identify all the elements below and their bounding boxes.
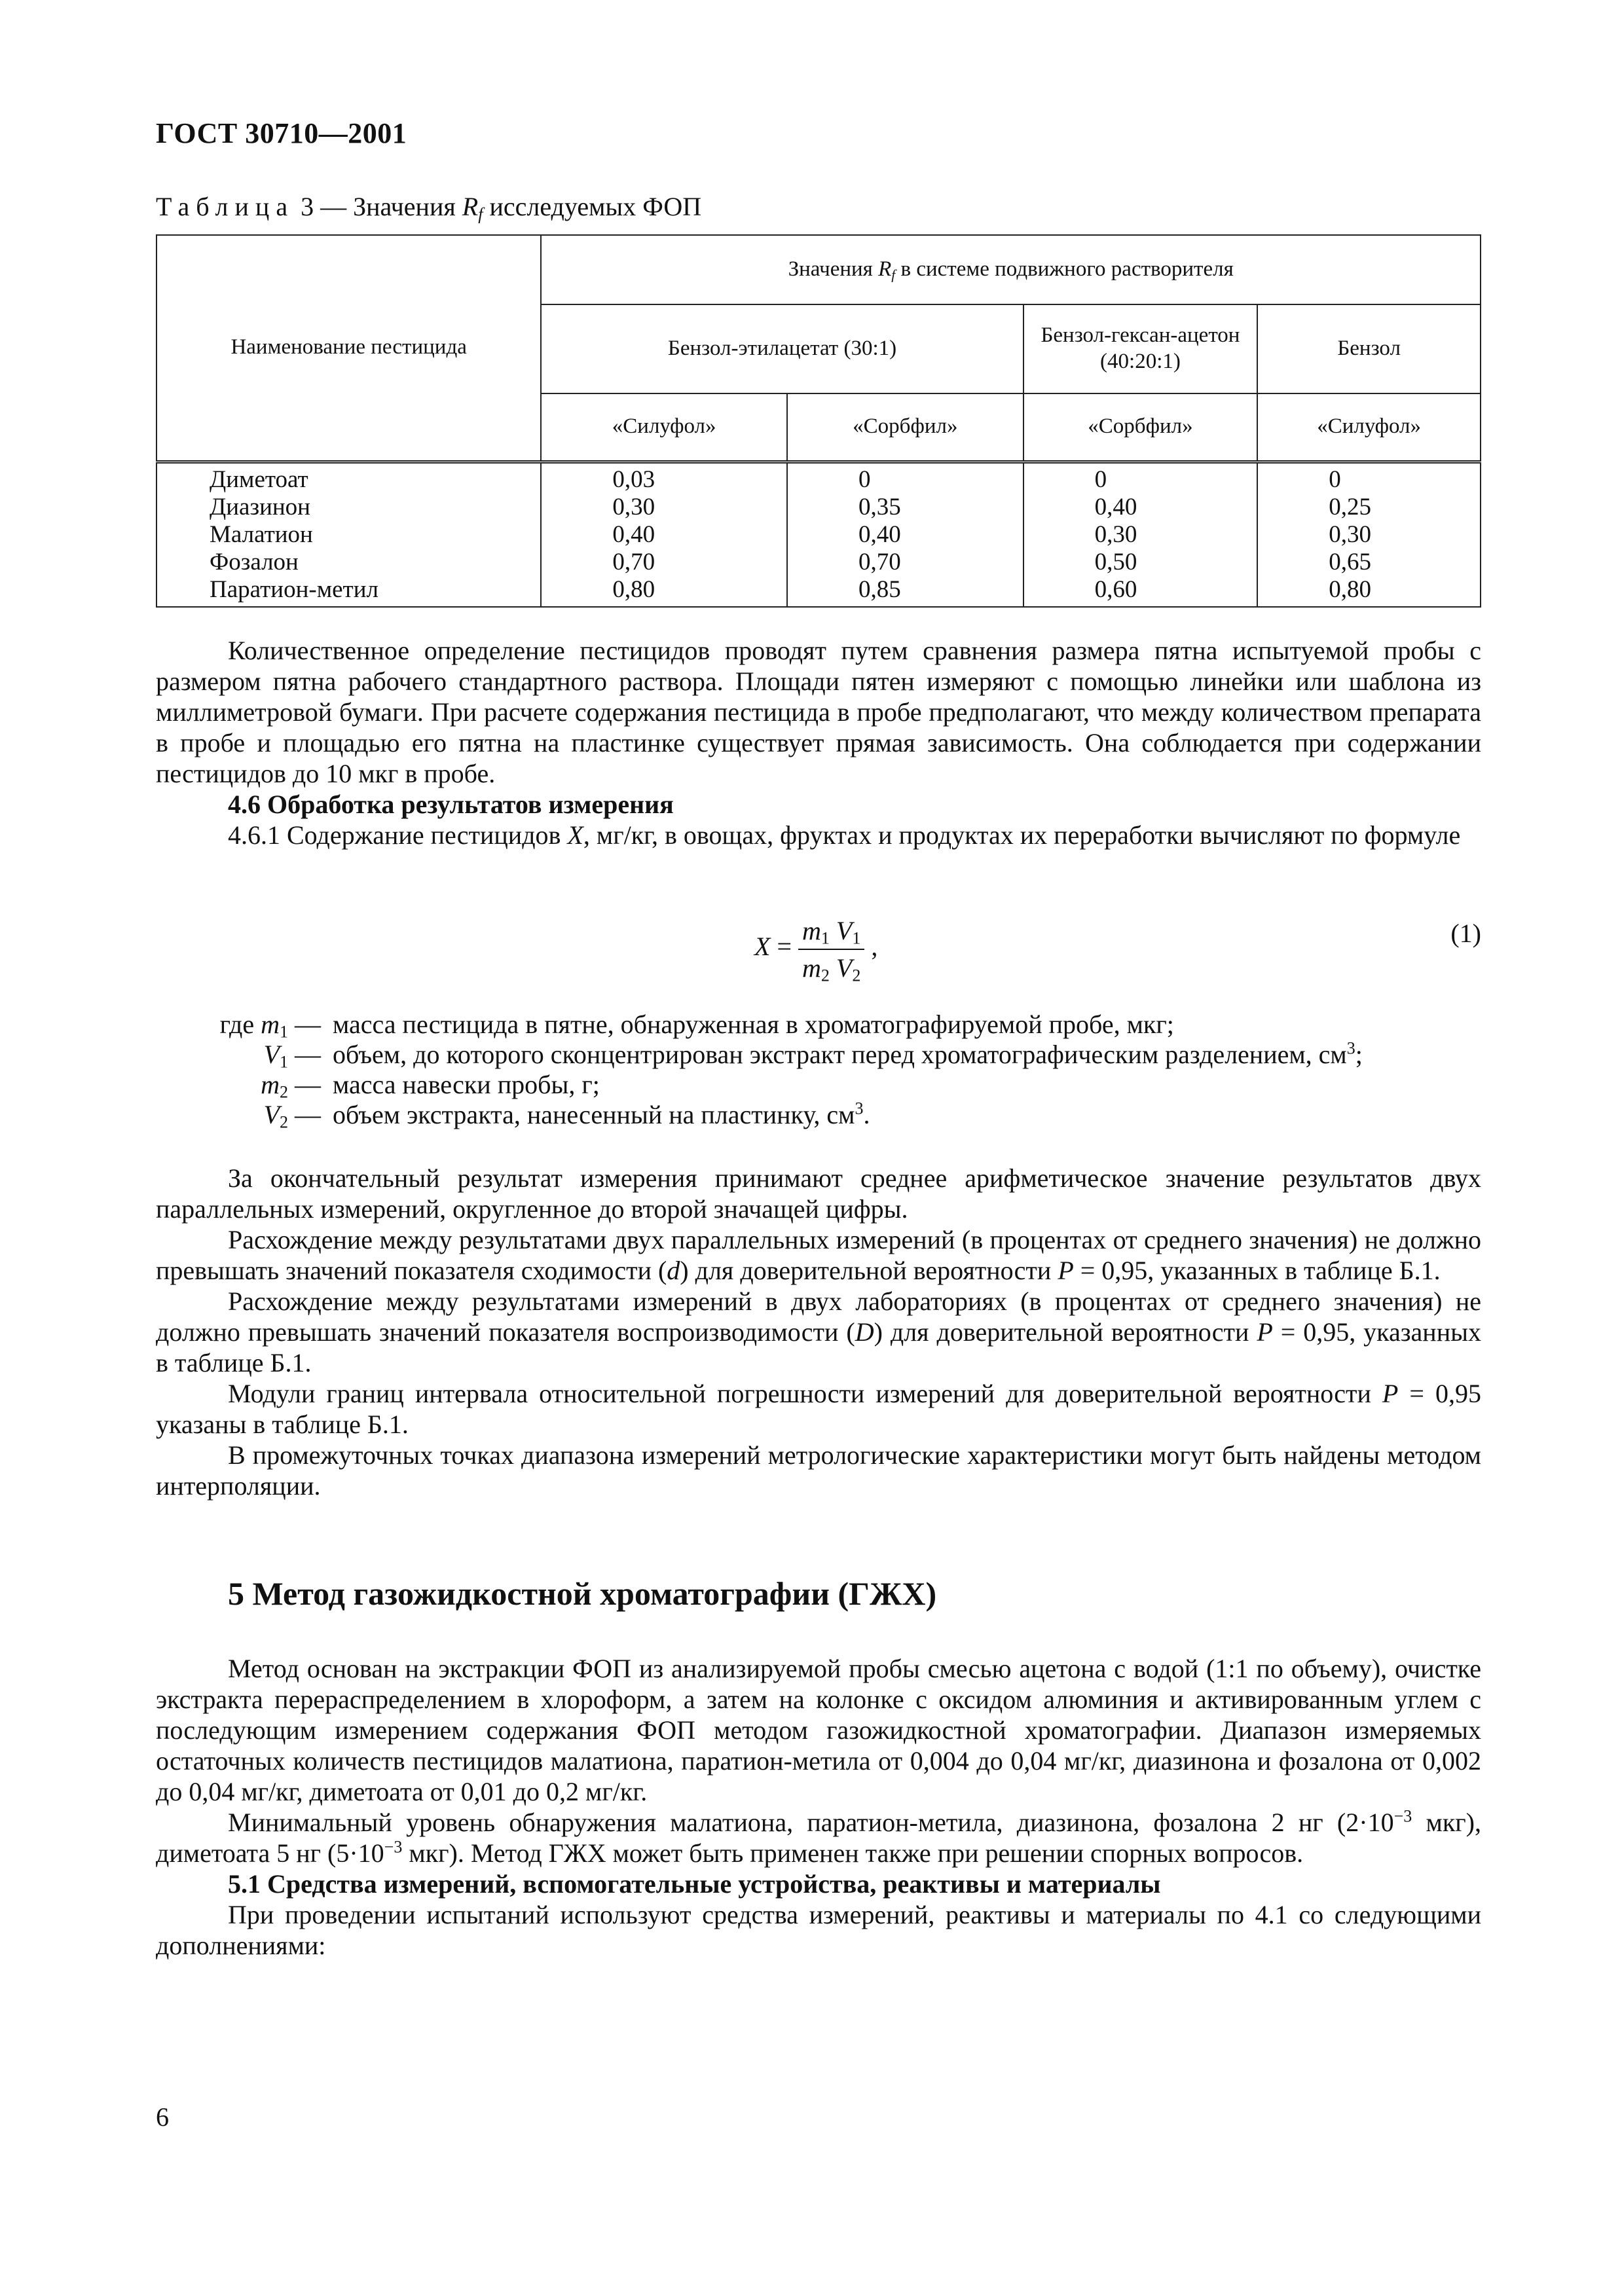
header-rf-letter: R <box>878 257 892 282</box>
formula-denominator <box>798 950 864 983</box>
paragraph-error-bounds <box>156 1378 1481 1440</box>
dash: — <box>288 1010 321 1039</box>
symbol-m: m <box>802 953 821 983</box>
solvent-line-1: Бензол-гексан-ацетон <box>1041 323 1240 348</box>
rf-value: 0 <box>1094 465 1107 493</box>
header-plate-silufol-2: «Силуфол» <box>1257 393 1481 462</box>
header-rf-sub: f <box>891 266 896 283</box>
legend-symbol <box>156 1100 333 1130</box>
rf-value: 0,25 <box>1329 493 1372 520</box>
sub: 1 <box>280 1052 288 1072</box>
table-caption-rest: исследуемых ФОП <box>483 192 702 221</box>
rf-value: 0,65 <box>1329 548 1372 575</box>
rf-subscript: f <box>478 204 483 224</box>
text-span: ) для доверительной вероятности <box>874 1317 1257 1347</box>
pesticide-names <box>157 462 541 607</box>
values-col-1 <box>541 462 787 607</box>
rf-value: 0,80 <box>612 575 655 603</box>
header-pesticide-name: Наименование пестицида <box>157 235 541 462</box>
rf-value: 0,85 <box>858 575 901 603</box>
legend-symbol <box>156 1010 333 1040</box>
text-span: = 0,95 указаны в таблице Б.1. <box>156 1379 1482 1439</box>
rf-value: 0,80 <box>1329 575 1372 603</box>
dash: — <box>288 1070 321 1099</box>
values-col-3 <box>1023 462 1258 607</box>
text-span: мкг), диметоата 5 нг (5·10 <box>156 1808 1481 1868</box>
sup: −3 <box>384 1837 403 1857</box>
rf-value: 0 <box>1329 465 1341 493</box>
header-rf-post: в системе подвижного растворителя <box>895 257 1234 282</box>
text-span: , мг/кг, в овощах, фруктах и продуктах их переработки вычисляют по формуле <box>583 820 1461 850</box>
rf-value: 0,35 <box>858 493 901 520</box>
variable-p: P <box>1382 1379 1399 1408</box>
section-heading-4-6: 4.6 Обработка результатов измерения <box>228 790 674 819</box>
variable-d: D <box>855 1317 874 1347</box>
text-span: объем экстракта, нанесенный на пластинку, см <box>333 1100 855 1129</box>
where-word: где <box>219 1010 261 1039</box>
text-span: = 0,95, указанных в таблице Б.1. <box>156 1317 1481 1377</box>
sub: 2 <box>820 966 830 985</box>
rf-value: 0,30 <box>612 493 655 520</box>
variable-p: P <box>1257 1317 1273 1347</box>
formula-number: (1) <box>1450 919 1481 948</box>
rf-value: 0,70 <box>858 548 901 575</box>
legend-desc <box>333 1040 1481 1070</box>
rf-value: 0,40 <box>1094 493 1137 520</box>
paragraph-quantification: Количественное определение пестицидов проводят путем сравнения размера пятна испытуемой пробы с размером пятна рабочего стандартного раствора. Площади пятен измеряют с помощью линейки или шаблона из миллиметровой бумаги. При расчете содержания пестицида в пробе предполагают, что между количеством препарата в пробе и площадью его пятна на пластинке существует прямая зависимость. Она соблюдается при содержании пестицидов до 10 мкг в пробе. <box>156 636 1481 788</box>
text-span: . <box>863 1100 870 1129</box>
legend-desc: масса навески пробы, г; <box>333 1070 600 1099</box>
quantification-block <box>156 635 1481 850</box>
rf-value: 0,40 <box>612 520 655 548</box>
pesticide-name: Диметоат <box>210 465 308 493</box>
text-span: мкг). Метод ГЖХ может быть применен также при решении спорных вопросов. <box>402 1838 1304 1868</box>
variable-d: d <box>667 1256 680 1285</box>
rf-letter: R <box>462 192 479 221</box>
symbol-v: V <box>263 1040 280 1069</box>
formula-comma: , <box>864 932 878 962</box>
text-span: = 0,95, указанных в таблице Б.1. <box>1073 1256 1441 1285</box>
formula-legend <box>156 1010 1481 1130</box>
sub: 1 <box>852 928 861 948</box>
text-span: Модули границ интервала относительной погрешности измерений для доверительной вероятности <box>228 1379 1382 1408</box>
formula-equals: = <box>770 932 798 962</box>
paragraph-final-result: За окончательный результат измерения принимают среднее арифметическое значение результатов двух параллельных измерений, округленное до второй значащей цифры. <box>156 1163 1481 1224</box>
results-block <box>156 1163 1481 1501</box>
text-span: Минимальный уровень обнаружения малатиона, паратион-метила, диазинона, фозалона 2 нг (2·10 <box>228 1808 1394 1837</box>
rf-value: 0 <box>858 465 871 493</box>
rf-value: 0,03 <box>612 465 655 493</box>
legend-symbol <box>156 1040 333 1070</box>
dash: — <box>288 1040 321 1069</box>
rf-value: 0,40 <box>858 520 901 548</box>
pesticide-name: Малатион <box>210 520 313 548</box>
page-number: 6 <box>156 2102 169 2132</box>
formula-lhs: X <box>754 932 771 962</box>
text-span: Расхождение между результатами двух параллельных измерений (в процентах от среднего значения) не должно превышать значений показателя сходимости ( <box>156 1225 1481 1285</box>
text-span: объем, до которого сконцентрирован экстракт перед хроматографическим разделением, см <box>333 1040 1347 1069</box>
formula-numerator <box>798 915 864 950</box>
symbol-m: m <box>261 1070 280 1099</box>
rf-value: 0,60 <box>1094 575 1137 603</box>
values-col-4 <box>1257 462 1481 607</box>
header-rf-pre: Значения <box>788 257 879 282</box>
formula-fraction <box>798 915 864 983</box>
document-header: ГОСТ 30710—2001 <box>156 117 407 149</box>
symbol-m: m <box>261 1010 280 1039</box>
table-caption-dash: — Значения <box>320 192 462 221</box>
table-caption-number: 3 <box>301 192 314 221</box>
header-rf-group <box>541 235 1481 304</box>
symbol-v: V <box>263 1100 280 1129</box>
paragraph-detection-level <box>156 1807 1481 1868</box>
header-plate-sorbfil-1: «Сорбфил» <box>787 393 1023 462</box>
pesticide-name: Диазинон <box>210 493 310 520</box>
sup: −3 <box>1393 1806 1412 1826</box>
symbol-v: V <box>836 916 853 945</box>
sub: 2 <box>852 966 861 985</box>
sup: 3 <box>1346 1038 1355 1058</box>
variable-x: X <box>567 820 583 850</box>
sup: 3 <box>855 1099 864 1118</box>
pesticide-name: Паратион-метил <box>210 575 378 603</box>
paragraph-instruments: При проведении испытаний используют средства измерений, реактивы и материалы по 4.1 со следующими дополнениями: <box>156 1900 1481 1960</box>
table-caption-prefix: Таблица <box>156 192 295 221</box>
table-caption <box>156 191 701 222</box>
header-plate-silufol-1: «Силуфол» <box>541 393 787 462</box>
sub: 1 <box>820 928 830 948</box>
symbol-v: V <box>836 953 853 983</box>
legend-row-v2 <box>156 1100 1481 1130</box>
variable-p: P <box>1058 1256 1074 1285</box>
values-col-2 <box>787 462 1023 607</box>
rf-symbol <box>462 192 483 224</box>
paragraph-repeatability <box>156 1224 1481 1286</box>
text-span: ) для доверительной вероятности <box>680 1256 1058 1285</box>
section-heading-5-1: 5.1 Средства измерений, вспомогательные устройства, реактивы и материалы <box>228 1869 1161 1899</box>
sub: 1 <box>280 1022 288 1042</box>
legend-symbol <box>156 1070 333 1100</box>
text-span: ; <box>1355 1040 1363 1069</box>
text-span: 4.6.1 Содержание пестицидов <box>228 820 568 850</box>
sub: 2 <box>280 1082 288 1102</box>
sub: 2 <box>280 1112 288 1132</box>
header-solvent-benzene-ethylacetate: Бензол-этилацетат (30:1) <box>541 304 1023 393</box>
legend-row-m2 <box>156 1070 1481 1100</box>
rf-value: 0,50 <box>1094 548 1137 575</box>
formula-1 <box>754 915 877 983</box>
paragraph-4-6-1 <box>156 820 1481 850</box>
header-rf-symbol <box>878 257 895 281</box>
section-heading-5: 5 Метод газожидкостной хроматографии (ГЖХ) <box>228 1575 937 1612</box>
rf-values-table <box>156 234 1481 608</box>
legend-desc: масса пестицида в пятне, обнаруженная в хроматографируемой пробе, мкг; <box>333 1010 1174 1039</box>
text-span: Расхождение между результатами измерений в двух лабораториях (в процентах от среднего значения) не должно превышать значений показателя воспроизводимости ( <box>156 1286 1481 1347</box>
section5-block <box>156 1653 1481 1961</box>
legend-desc <box>333 1100 1481 1130</box>
paragraph-interpolation: В промежуточных точках диапазона измерений метрологические характеристики могут быть найдены методом интерполяции. <box>156 1440 1481 1501</box>
pesticide-name: Фозалон <box>210 548 299 575</box>
header-solvent-benzene: Бензол <box>1257 304 1481 393</box>
rf-value: 0,70 <box>612 548 655 575</box>
paragraph-reproducibility <box>156 1286 1481 1378</box>
legend-row-v1 <box>156 1040 1481 1070</box>
table-body-row <box>157 462 1481 607</box>
header-solvent-benzene-hexane-acetone <box>1023 304 1258 393</box>
symbol-m: m <box>802 916 821 945</box>
header-plate-sorbfil-2: «Сорбфил» <box>1023 393 1258 462</box>
paragraph-method-basis: Метод основан на экстракции ФОП из анализируемой пробы смесью ацетона с водой (1:1 по объему), очистке экстракта перераспределением в хлороформ, а затем на колонке с оксидом алюминия и активированным углем с последующим измерением содержания ФОП методом газожидкостной хроматографии. Диапазон измеряемых остаточных количеств пестицидов малатиона, паратион-метила от 0,004 до 0,04 мг/кг, диазинона и фозалона от 0,002 до 0,04 мг/кг, диметоата от 0,01 до 0,2 мг/кг. <box>156 1654 1481 1806</box>
solvent-line-2: (40:20:1) <box>1100 350 1181 373</box>
rf-value: 0,30 <box>1329 520 1372 548</box>
legend-row-m1 <box>156 1010 1481 1040</box>
dash: — <box>288 1100 321 1129</box>
rf-value: 0,30 <box>1094 520 1137 548</box>
